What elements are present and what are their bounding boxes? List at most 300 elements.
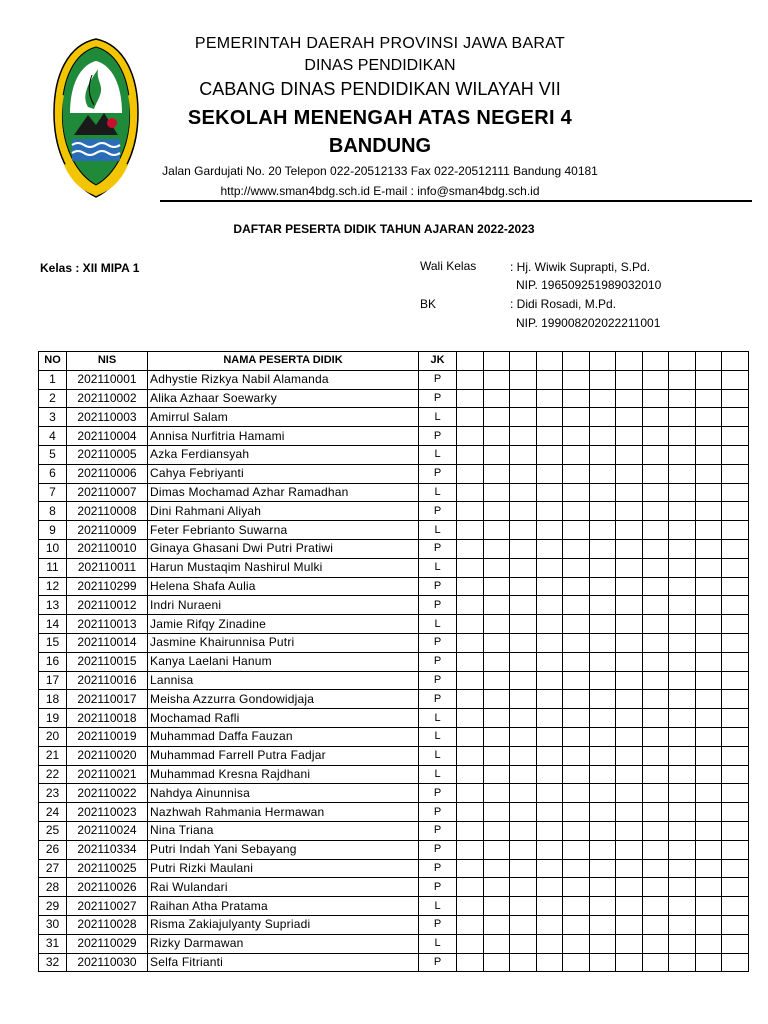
empty-cell: [484, 934, 510, 953]
table-header-row: [39, 352, 749, 371]
table-row: [39, 615, 749, 634]
row-number: 6: [39, 464, 67, 483]
empty-cell: [616, 690, 643, 709]
empty-cell: [643, 427, 669, 446]
empty-cell: [616, 878, 643, 897]
empty-cell: [510, 765, 537, 784]
empty-cell: [696, 408, 722, 427]
table-row: [39, 577, 749, 596]
class-label: Kelas : XII MIPA 1: [40, 261, 140, 275]
empty-cell: [510, 633, 537, 652]
empty-cell: [590, 934, 616, 953]
bk-label: BK: [420, 297, 437, 311]
table-row: [39, 539, 749, 558]
empty-cell: [669, 953, 696, 972]
empty-cell: [643, 539, 669, 558]
empty-cell: [696, 727, 722, 746]
row-number: 3: [39, 408, 67, 427]
empty-cell: [669, 596, 696, 615]
empty-cell: [590, 408, 616, 427]
student-nis: 202110027: [67, 897, 148, 916]
student-gender: L: [419, 746, 457, 765]
empty-cell: [537, 558, 563, 577]
empty-cell: [696, 427, 722, 446]
empty-cell: [616, 652, 643, 671]
empty-cell: [722, 577, 749, 596]
header-government: PEMERINTAH DAERAH PROVINSI JAWA BARAT: [194, 35, 566, 52]
empty-cell: [563, 709, 590, 728]
header-empty-cell: [696, 352, 722, 371]
empty-cell: [457, 464, 484, 483]
empty-cell: [616, 408, 643, 427]
student-gender: P: [419, 389, 457, 408]
empty-cell: [457, 690, 484, 709]
empty-cell: [590, 445, 616, 464]
empty-cell: [563, 878, 590, 897]
header-school-name: SEKOLAH MENENGAH ATAS NEGERI 4: [187, 107, 573, 129]
empty-cell: [510, 934, 537, 953]
student-name: Ginaya Ghasani Dwi Putri Pratiwi: [148, 539, 419, 558]
empty-cell: [669, 464, 696, 483]
empty-cell: [537, 652, 563, 671]
student-gender: P: [419, 821, 457, 840]
empty-cell: [537, 934, 563, 953]
student-nis: 202110014: [67, 633, 148, 652]
empty-cell: [563, 464, 590, 483]
table-row: [39, 840, 749, 859]
empty-cell: [696, 521, 722, 540]
empty-cell: [696, 671, 722, 690]
empty-cell: [643, 577, 669, 596]
empty-cell: [669, 445, 696, 464]
student-nis: 202110015: [67, 652, 148, 671]
table-row: [39, 671, 749, 690]
header-empty-cell: [616, 352, 643, 371]
empty-cell: [722, 878, 749, 897]
empty-cell: [537, 445, 563, 464]
header-empty-cell: [537, 352, 563, 371]
empty-cell: [563, 502, 590, 521]
student-gender: P: [419, 633, 457, 652]
empty-cell: [616, 821, 643, 840]
empty-cell: [722, 389, 749, 408]
empty-cell: [563, 652, 590, 671]
empty-cell: [669, 633, 696, 652]
empty-cell: [510, 389, 537, 408]
empty-cell: [563, 953, 590, 972]
empty-cell: [510, 915, 537, 934]
empty-cell: [696, 464, 722, 483]
empty-cell: [590, 671, 616, 690]
empty-cell: [616, 859, 643, 878]
empty-cell: [722, 803, 749, 822]
student-name: Mochamad Rafli: [148, 709, 419, 728]
empty-cell: [722, 784, 749, 803]
empty-cell: [669, 389, 696, 408]
empty-cell: [616, 765, 643, 784]
empty-cell: [457, 389, 484, 408]
header-address: Jalan Gardujati No. 20 Telepon 022-20512133 Fax 022-20512111 Bandung 40181: [162, 164, 598, 178]
student-gender: P: [419, 859, 457, 878]
empty-cell: [616, 915, 643, 934]
empty-cell: [696, 915, 722, 934]
student-nis: 202110002: [67, 389, 148, 408]
empty-cell: [722, 690, 749, 709]
table-row: [39, 746, 749, 765]
empty-cell: [484, 953, 510, 972]
student-nis: 202110001: [67, 370, 148, 389]
bk-name: : Didi Rosadi, M.Pd.: [510, 297, 617, 311]
student-nis: 202110011: [67, 558, 148, 577]
empty-cell: [669, 408, 696, 427]
header-empty-cell: [669, 352, 696, 371]
empty-cell: [537, 596, 563, 615]
empty-cell: [696, 859, 722, 878]
empty-cell: [563, 389, 590, 408]
empty-cell: [643, 897, 669, 916]
empty-cell: [696, 615, 722, 634]
student-gender: P: [419, 784, 457, 803]
header-empty-cell: [590, 352, 616, 371]
student-nis: 202110334: [67, 840, 148, 859]
table-row: [39, 633, 749, 652]
empty-cell: [669, 803, 696, 822]
empty-cell: [563, 445, 590, 464]
student-name: Alika Azhaar Soewarky: [148, 389, 419, 408]
student-name: Risma Zakiajulyanty Supriadi: [148, 915, 419, 934]
empty-cell: [643, 934, 669, 953]
empty-cell: [563, 577, 590, 596]
empty-cell: [616, 784, 643, 803]
empty-cell: [590, 765, 616, 784]
row-number: 20: [39, 727, 67, 746]
empty-cell: [722, 746, 749, 765]
student-nis: 202110018: [67, 709, 148, 728]
empty-cell: [457, 765, 484, 784]
empty-cell: [457, 727, 484, 746]
table-row: [39, 953, 749, 972]
empty-cell: [616, 577, 643, 596]
empty-cell: [616, 934, 643, 953]
table-row: [39, 427, 749, 446]
empty-cell: [510, 652, 537, 671]
empty-cell: [669, 502, 696, 521]
student-gender: P: [419, 502, 457, 521]
student-gender: P: [419, 464, 457, 483]
student-gender: P: [419, 539, 457, 558]
table-row: [39, 727, 749, 746]
empty-cell: [643, 483, 669, 502]
student-nis: 202110017: [67, 690, 148, 709]
table-row: [39, 821, 749, 840]
empty-cell: [616, 558, 643, 577]
header-empty-cell: [722, 352, 749, 371]
empty-cell: [643, 370, 669, 389]
table-row: [39, 652, 749, 671]
student-gender: L: [419, 558, 457, 577]
empty-cell: [669, 370, 696, 389]
empty-cell: [563, 727, 590, 746]
empty-cell: [669, 784, 696, 803]
empty-cell: [484, 859, 510, 878]
table-row: [39, 690, 749, 709]
student-nis: 202110025: [67, 859, 148, 878]
row-number: 31: [39, 934, 67, 953]
empty-cell: [696, 803, 722, 822]
empty-cell: [537, 483, 563, 502]
student-gender: P: [419, 690, 457, 709]
empty-cell: [510, 671, 537, 690]
empty-cell: [563, 671, 590, 690]
student-nis: 202110004: [67, 427, 148, 446]
empty-cell: [484, 577, 510, 596]
empty-cell: [457, 878, 484, 897]
empty-cell: [696, 765, 722, 784]
student-nis: 202110022: [67, 784, 148, 803]
empty-cell: [457, 821, 484, 840]
row-number: 28: [39, 878, 67, 897]
empty-cell: [457, 539, 484, 558]
empty-cell: [484, 615, 510, 634]
header-empty-cell: [643, 352, 669, 371]
empty-cell: [722, 615, 749, 634]
table-row: [39, 464, 749, 483]
empty-cell: [510, 445, 537, 464]
empty-cell: [590, 427, 616, 446]
empty-cell: [590, 464, 616, 483]
empty-cell: [537, 840, 563, 859]
empty-cell: [457, 746, 484, 765]
row-number: 24: [39, 803, 67, 822]
empty-cell: [643, 859, 669, 878]
student-name: Muhammad Daffa Fauzan: [148, 727, 419, 746]
empty-cell: [590, 915, 616, 934]
table-row: [39, 445, 749, 464]
header-department: DINAS PENDIDIKAN: [304, 57, 456, 74]
empty-cell: [590, 558, 616, 577]
empty-cell: [669, 746, 696, 765]
empty-cell: [616, 633, 643, 652]
student-gender: P: [419, 652, 457, 671]
empty-cell: [669, 897, 696, 916]
empty-cell: [669, 539, 696, 558]
empty-cell: [537, 803, 563, 822]
empty-cell: [563, 821, 590, 840]
student-gender: L: [419, 445, 457, 464]
empty-cell: [563, 934, 590, 953]
student-nis: 202110021: [67, 765, 148, 784]
empty-cell: [510, 408, 537, 427]
empty-cell: [590, 709, 616, 728]
student-nis: 202110023: [67, 803, 148, 822]
student-name: Muhammad Farrell Putra Fadjar: [148, 746, 419, 765]
empty-cell: [484, 803, 510, 822]
row-number: 12: [39, 577, 67, 596]
empty-cell: [457, 709, 484, 728]
empty-cell: [669, 821, 696, 840]
row-number: 8: [39, 502, 67, 521]
row-number: 10: [39, 539, 67, 558]
empty-cell: [563, 596, 590, 615]
empty-cell: [484, 878, 510, 897]
empty-cell: [590, 784, 616, 803]
student-name: Rizky Darmawan: [148, 934, 419, 953]
empty-cell: [484, 727, 510, 746]
empty-cell: [643, 727, 669, 746]
table-row: [39, 915, 749, 934]
empty-cell: [643, 878, 669, 897]
empty-cell: [616, 671, 643, 690]
row-number: 5: [39, 445, 67, 464]
student-nis: 202110005: [67, 445, 148, 464]
empty-cell: [696, 709, 722, 728]
empty-cell: [484, 765, 510, 784]
row-number: 15: [39, 633, 67, 652]
empty-cell: [722, 709, 749, 728]
row-number: 1: [39, 370, 67, 389]
empty-cell: [457, 408, 484, 427]
empty-cell: [696, 577, 722, 596]
empty-cell: [643, 615, 669, 634]
student-name: Cahya Febriyanti: [148, 464, 419, 483]
row-number: 27: [39, 859, 67, 878]
empty-cell: [510, 596, 537, 615]
row-number: 26: [39, 840, 67, 859]
empty-cell: [616, 464, 643, 483]
empty-cell: [590, 746, 616, 765]
empty-cell: [510, 502, 537, 521]
student-gender: L: [419, 934, 457, 953]
empty-cell: [510, 690, 537, 709]
table-row: [39, 897, 749, 916]
empty-cell: [457, 915, 484, 934]
empty-cell: [643, 389, 669, 408]
student-name: Indri Nuraeni: [148, 596, 419, 615]
student-name: Nazhwah Rahmania Hermawan: [148, 803, 419, 822]
table-row: [39, 784, 749, 803]
table-row: [39, 521, 749, 540]
student-gender: P: [419, 803, 457, 822]
empty-cell: [563, 370, 590, 389]
empty-cell: [643, 521, 669, 540]
empty-cell: [643, 953, 669, 972]
student-gender: L: [419, 727, 457, 746]
student-gender: L: [419, 897, 457, 916]
student-nis: 202110006: [67, 464, 148, 483]
empty-cell: [537, 915, 563, 934]
empty-cell: [616, 897, 643, 916]
empty-cell: [669, 577, 696, 596]
empty-cell: [537, 765, 563, 784]
empty-cell: [484, 784, 510, 803]
empty-cell: [510, 840, 537, 859]
empty-cell: [510, 727, 537, 746]
row-number: 22: [39, 765, 67, 784]
empty-cell: [669, 690, 696, 709]
empty-cell: [590, 652, 616, 671]
empty-cell: [590, 389, 616, 408]
empty-cell: [722, 445, 749, 464]
empty-cell: [590, 577, 616, 596]
empty-cell: [484, 709, 510, 728]
empty-cell: [669, 558, 696, 577]
empty-cell: [696, 633, 722, 652]
empty-cell: [616, 596, 643, 615]
empty-cell: [696, 483, 722, 502]
empty-cell: [643, 652, 669, 671]
empty-cell: [537, 709, 563, 728]
header-web-email: http://www.sman4bdg.sch.id E-mail : info@sman4bdg.sch.id: [220, 184, 540, 198]
student-name: Lannisa: [148, 671, 419, 690]
empty-cell: [643, 840, 669, 859]
empty-cell: [510, 370, 537, 389]
student-name: Putri Rizki Maulani: [148, 859, 419, 878]
empty-cell: [669, 521, 696, 540]
empty-cell: [484, 633, 510, 652]
empty-cell: [484, 596, 510, 615]
header-no: NO: [39, 352, 67, 371]
empty-cell: [484, 483, 510, 502]
empty-cell: [510, 427, 537, 446]
student-name: Putri Indah Yani Sebayang: [148, 840, 419, 859]
student-nis: 202110010: [67, 539, 148, 558]
student-nis: 202110299: [67, 577, 148, 596]
student-name: Amirrul Salam: [148, 408, 419, 427]
empty-cell: [510, 464, 537, 483]
student-name: Azka Ferdiansyah: [148, 445, 419, 464]
empty-cell: [563, 897, 590, 916]
empty-cell: [457, 370, 484, 389]
empty-cell: [590, 859, 616, 878]
empty-cell: [616, 483, 643, 502]
empty-cell: [563, 558, 590, 577]
student-nis: 202110029: [67, 934, 148, 953]
empty-cell: [563, 615, 590, 634]
empty-cell: [590, 840, 616, 859]
student-name: Nahdya Ainunnisa: [148, 784, 419, 803]
empty-cell: [484, 445, 510, 464]
empty-cell: [722, 840, 749, 859]
empty-cell: [696, 878, 722, 897]
empty-cell: [457, 652, 484, 671]
student-gender: L: [419, 765, 457, 784]
empty-cell: [457, 897, 484, 916]
empty-cell: [669, 765, 696, 784]
table-row: [39, 558, 749, 577]
row-number: 19: [39, 709, 67, 728]
empty-cell: [696, 652, 722, 671]
empty-cell: [563, 803, 590, 822]
empty-cell: [722, 934, 749, 953]
empty-cell: [484, 746, 510, 765]
empty-cell: [669, 671, 696, 690]
empty-cell: [590, 690, 616, 709]
empty-cell: [537, 897, 563, 916]
empty-cell: [510, 483, 537, 502]
empty-cell: [510, 821, 537, 840]
empty-cell: [457, 445, 484, 464]
header-empty-cell: [457, 352, 484, 371]
student-roster-table: [38, 351, 749, 972]
empty-cell: [590, 897, 616, 916]
student-name: Annisa Nurfitria Hamami: [148, 427, 419, 446]
empty-cell: [457, 859, 484, 878]
empty-cell: [510, 897, 537, 916]
empty-cell: [696, 897, 722, 916]
empty-cell: [643, 408, 669, 427]
empty-cell: [590, 370, 616, 389]
header-branch: CABANG DINAS PENDIDIKAN WILAYAH VII: [199, 79, 561, 99]
